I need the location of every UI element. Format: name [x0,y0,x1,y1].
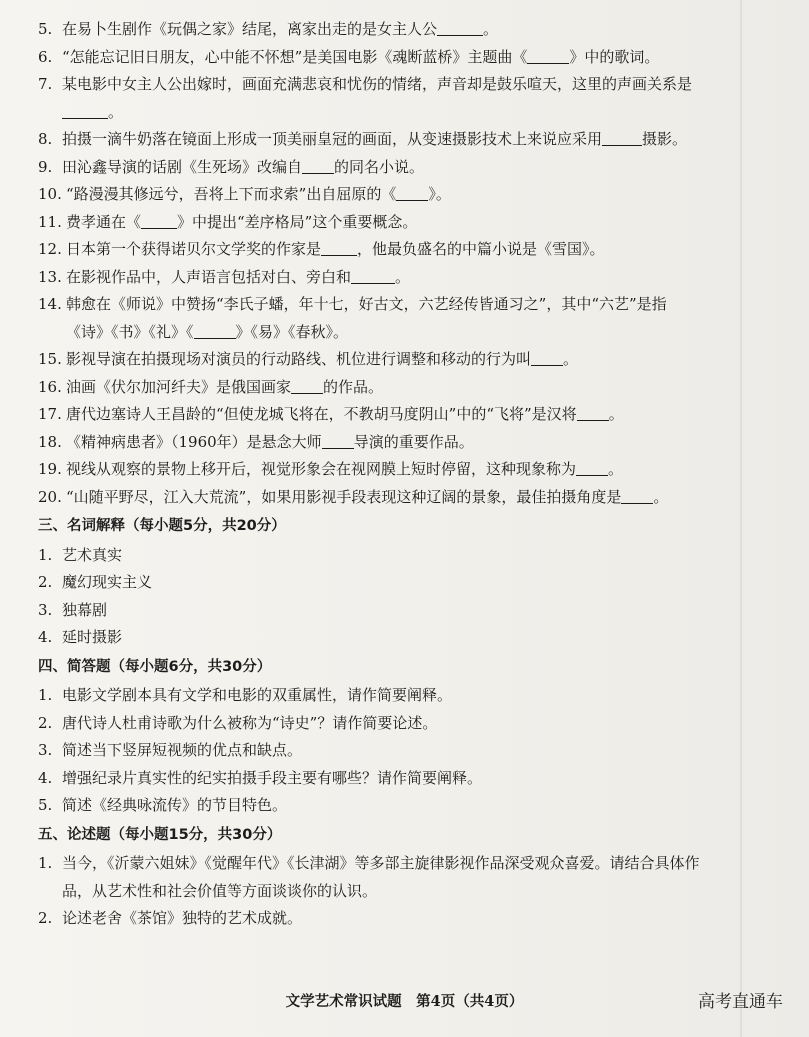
question-text-before: 油画《伏尔加河纤夫》是俄国画家 [66,377,292,396]
item-text: 论述老舍《茶馆》独特的艺术成就。 [62,909,303,927]
question-text-after: 》《易》《春秋》。 [235,322,349,341]
answer-blank [321,239,357,256]
item-number: 2. [38,909,53,927]
list-item [38,792,703,820]
question-text-after: 。 [483,20,499,38]
answer-blank [302,157,334,174]
question-number: 12. [38,240,62,258]
list-item [38,597,703,625]
question-number: 15. [38,350,62,368]
question-text [66,429,703,457]
answer-blank [322,432,354,449]
list-item [38,850,703,905]
item-number: 2. [38,713,53,732]
question-text [66,484,703,512]
question-text [62,154,703,182]
question-number: 9. [38,157,53,176]
question-number: 5. [38,20,53,38]
item-text: 简述《经典咏流传》的节目特色。 [62,796,288,814]
question-text-after: 。 [395,267,411,286]
question-text-after: 的作品。 [323,377,384,396]
question-number: 6. [38,47,53,66]
question-number: 14. [38,295,62,313]
exam-content [38,16,703,933]
question-text-after: 。 [563,350,579,368]
item-number: 1. [38,854,53,872]
question-item [38,484,703,512]
question-text-before: “路漫漫其修远兮，吾将上下而求索”出自屈原的《 [66,185,397,203]
answer-blank [194,322,236,339]
item-number: 2. [38,573,53,591]
question-item [38,236,703,264]
item-text: 增强纪录片真实性的纪实拍摄手段主要有哪些？请作简要阐释。 [62,768,483,787]
list-item [38,905,703,933]
item-text: 当今，《沂蒙六姐妹》《觉醒年代》《长津湖》等多部主旋律影视作品深受观众喜爱。请结合具体作品，从艺术性和社会价值等方面谈谈你的认识。 [62,854,700,900]
answer-blank [531,349,563,366]
question-text-after: 。 [653,487,669,506]
question-text-before: 视线从观察的景物上移开后，视觉形象会在视网膜上短时停留，这种现象称为 [66,460,577,478]
question-number: 20. [38,487,62,506]
question-item [38,401,703,429]
question-text-before: “怎能忘记旧日朋友，心中能不怀想”是美国电影《魂断蓝桥》主题曲《 [62,47,528,66]
answer-blank [602,129,642,146]
question-text-after: 》中提出“差序格局”这个重要概念。 [177,212,418,231]
question-text-before: 在易卜生剧作《玩偶之家》结尾，离家出走的是女主人公 [62,20,438,38]
list-item [38,682,703,710]
question-text-before: 日本第一个获得诺贝尔文学奖的作家是 [66,240,322,258]
answer-blank [437,19,483,36]
list-item [38,737,703,765]
question-text-before: 韩愈在《师说》中赞扬“李氏子蟠，年十七，好古文，六艺经传皆通习之”，其中“六艺”是指《诗》《书》《礼》《 [66,295,667,341]
question-text-before: 唐代边塞诗人王昌龄的“但使龙城飞将在，不教胡马度阴山”中的“飞将”是汉将 [66,405,577,423]
question-item [38,126,703,154]
answer-blank [62,102,108,119]
question-item [38,181,703,209]
question-number: 7. [38,75,53,93]
section-3-title: 三、名词解释（每小题5分，共20分） [38,518,286,534]
answer-blank [396,184,428,201]
question-text-before: “山随平野尽，江入大荒流”，如果用影视手段表现这种辽阔的景象，最佳拍摄角度是 [66,487,622,506]
item-number: 1. [38,545,53,564]
list-item [38,569,703,597]
list-item [38,542,703,570]
question-item [38,209,703,237]
answer-blank [621,487,653,504]
question-text-before: 费孝通在《 [66,212,142,231]
list-item [38,710,703,738]
fill-in-questions [38,16,703,511]
question-text-after: 。 [608,460,624,478]
question-text-after: 的同名小说。 [334,157,425,176]
item-text: 唐代诗人杜甫诗歌为什么被称为“诗史”？请作简要论述。 [62,713,438,732]
question-number: 17. [38,405,62,423]
question-text-after: 导演的重要作品。 [353,432,474,451]
item-number: 5. [38,796,53,814]
item-number: 3. [38,600,53,619]
question-text [62,126,703,154]
question-number: 8. [38,130,53,148]
question-item [38,154,703,182]
question-item [38,291,703,346]
item-number: 4. [38,768,53,787]
answer-blank [291,377,323,394]
question-item [38,456,703,484]
list-item [38,765,703,793]
question-item [38,346,703,374]
item-text: 艺术真实 [62,545,123,564]
question-text-after: 》中的歌词。 [569,47,660,66]
question-text-after: 摄影。 [642,130,688,148]
question-text [62,71,703,126]
answer-blank [577,404,609,421]
question-text-before: 《精神病患者》（1960年）是悬念大师 [66,432,322,451]
question-text [66,236,703,264]
section-5-list [38,850,703,933]
question-text-after: 》。 [428,185,451,203]
question-text-before: 拍摄一滴牛奶落在镜面上形成一顶美丽皇冠的画面，从变速摄影技术上来说应采用 [62,130,603,148]
question-text-before: 田沁鑫导演的话剧《生死场》改编自 [62,157,303,176]
question-text [66,374,703,402]
question-text-before: 在影视作品中，人声语言包括对白、旁白和 [66,267,352,286]
question-item [38,429,703,457]
question-number: 11. [38,212,62,231]
question-text [62,16,703,44]
watermark-text: 高考直通车 [698,992,783,1012]
question-text [66,181,703,209]
item-text: 独幕剧 [62,600,108,619]
question-number: 16. [38,377,62,396]
question-text [66,209,703,237]
answer-blank [527,47,569,64]
question-item [38,16,703,44]
question-item [38,44,703,72]
section-4-list [38,682,703,820]
item-number: 1. [38,686,53,704]
item-text: 延时摄影 [62,628,123,646]
item-number: 3. [38,741,53,759]
page-fold-shadow [740,0,742,1037]
question-text-after: ，他最负盛名的中篇小说是《雪国》。 [357,240,605,258]
question-item [38,71,703,126]
question-number: 10. [38,185,62,203]
question-text [66,401,703,429]
answer-blank [576,459,608,476]
question-text-before: 某电影中女主人公出嫁时，画面充满悲哀和忧伤的情绪，声音却是鼓乐喧天，这里的声画关系是 [62,75,693,93]
answer-blank [141,212,177,229]
section-5-title: 五、论述题（每小题15分，共30分） [38,826,282,843]
question-text [66,291,703,346]
item-number: 4. [38,628,53,646]
question-item [38,264,703,292]
question-item [38,374,703,402]
page-footer: 文学艺术常识试题 第4页（共4页） [285,993,524,1010]
question-text-before: 影视导演在拍摄现场对演员的行动路线、机位进行调整和移动的行为叫 [66,350,532,368]
question-text-after: 。 [108,102,124,121]
question-number: 18. [38,432,62,451]
question-text [66,264,703,292]
question-text [62,44,703,72]
question-text [66,456,703,484]
question-number: 13. [38,267,62,286]
section-4-title: 四、简答题（每小题6分，共30分） [38,658,272,675]
list-item [38,624,703,652]
question-number: 19. [38,460,62,478]
item-text: 魔幻现实主义 [62,573,153,591]
section-3-list [38,542,703,652]
item-text: 简述当下竖屏短视频的优点和缺点。 [62,741,303,759]
question-text [66,346,703,374]
item-text: 电影文学剧本具有文学和电影的双重属性，请作简要阐释。 [62,686,453,704]
answer-blank [351,267,395,284]
question-text-after: 。 [608,405,624,423]
